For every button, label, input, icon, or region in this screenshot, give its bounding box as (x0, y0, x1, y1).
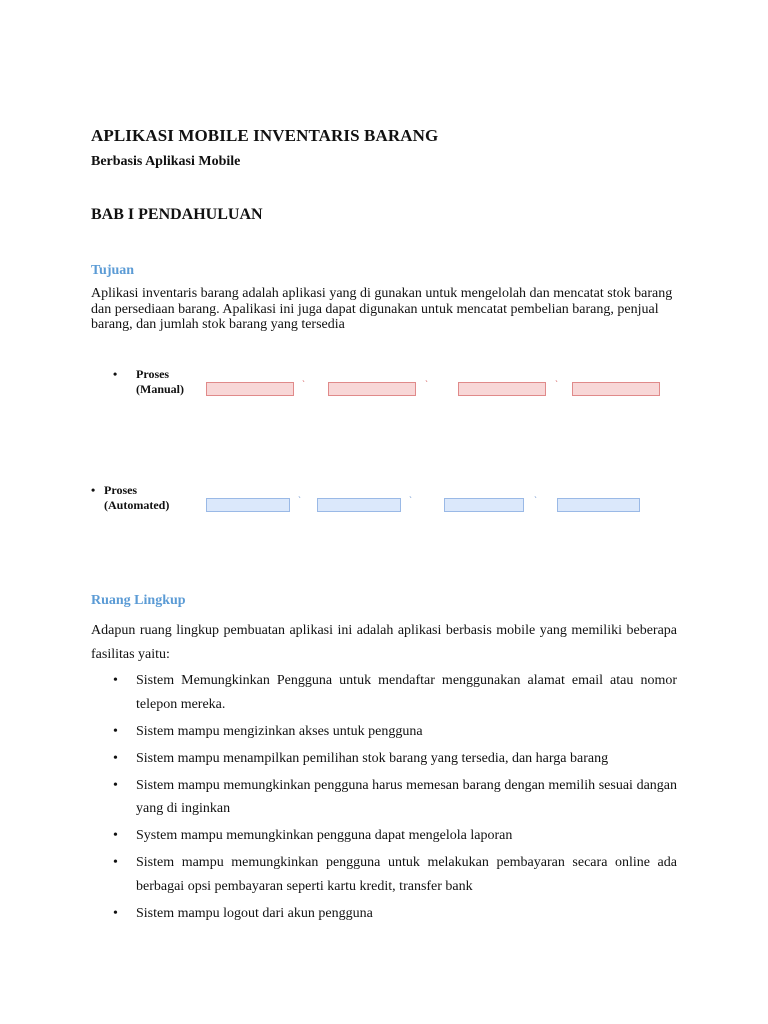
process-automated-box-1 (206, 498, 290, 512)
bullet-icon: • (113, 750, 118, 766)
arrow-tick-icon: ` (425, 379, 428, 389)
arrow-tick-icon: ` (298, 495, 301, 505)
process-automated-label: Proses (Automated) (104, 483, 170, 512)
list-item (113, 774, 677, 821)
list-item (113, 747, 677, 771)
list-item (113, 824, 677, 848)
list-item (113, 669, 677, 716)
tujuan-heading: Tujuan (91, 263, 135, 278)
process-manual-box-1 (206, 382, 294, 396)
list-item-text: System mampu memungkinkan pengguna dapat mengelola laporan (136, 828, 513, 843)
document-subtitle: Berbasis Aplikasi Mobile (91, 154, 241, 169)
bullet-icon: • (113, 855, 118, 870)
process-manual-box-4 (572, 382, 660, 396)
list-item-text: Sistem Memungkinkan Pengguna untuk mendaftar menggunakan alamat email atau nomor telepon mereka. (136, 673, 677, 712)
arrow-tick-icon: ` (302, 379, 305, 389)
bullet-icon: • (113, 828, 118, 843)
arrow-tick-icon: ` (409, 495, 412, 505)
arrow-tick-icon: ` (555, 379, 558, 389)
bullet-icon: • (113, 905, 118, 921)
arrow-tick-icon: ` (534, 495, 537, 505)
ruang-lingkup-intro: Adapun ruang lingkup pembuatan aplikasi ini adalah aplikasi berbasis mobile yang memiliki beberapa fasilitas yaitu: (91, 623, 677, 662)
document-title: APLIKASI MOBILE INVENTARIS BARANG (91, 126, 439, 145)
process-manual-bullet: • (113, 367, 118, 381)
process-automated-box-4 (557, 498, 640, 512)
feature-list (113, 669, 677, 929)
process-automated-box-2 (317, 498, 401, 512)
bullet-icon: • (113, 777, 118, 793)
list-item (113, 902, 677, 926)
ruang-lingkup-heading: Ruang Lingkup (91, 593, 186, 608)
list-item-text: Sistem mampu memungkinkan pengguna untuk melakukan pembayaran secara online ada berbagai opsi pembayaran seperti kartu kredit, transfer bank (136, 855, 677, 894)
bullet-icon: • (113, 723, 118, 739)
list-item-text: Sistem mampu menampilkan pemilihan stok barang yang tersedia, dan harga barang (136, 750, 609, 766)
chapter-heading: BAB I PENDAHULUAN (91, 206, 263, 223)
process-automated-bullet: • (91, 483, 96, 497)
list-item-text: Sistem mampu logout dari akun pengguna (136, 905, 373, 921)
process-manual-box-3 (458, 382, 546, 396)
bullet-icon: • (113, 673, 118, 688)
tujuan-paragraph: Aplikasi inventaris barang adalah aplikasi yang di gunakan untuk mengelolah dan mencatat stok barang dan persediaan barang. Apalikasi ini juga dapat digunakan untuk mencatat pembelian barang, penjual barang, dan jumlah stok barang yang tersedia (91, 286, 673, 332)
process-manual-label: Proses (Manual) (136, 367, 184, 396)
process-automated-box-3 (444, 498, 524, 512)
process-manual-box-2 (328, 382, 416, 396)
list-item (113, 720, 677, 744)
list-item (113, 851, 677, 898)
list-item-text: Sistem mampu memungkinkan pengguna harus memesan barang dengan memilih sesuai dangan yang di inginkan (136, 777, 677, 816)
list-item-text: Sistem mampu mengizinkan akses untuk pengguna (136, 723, 423, 739)
